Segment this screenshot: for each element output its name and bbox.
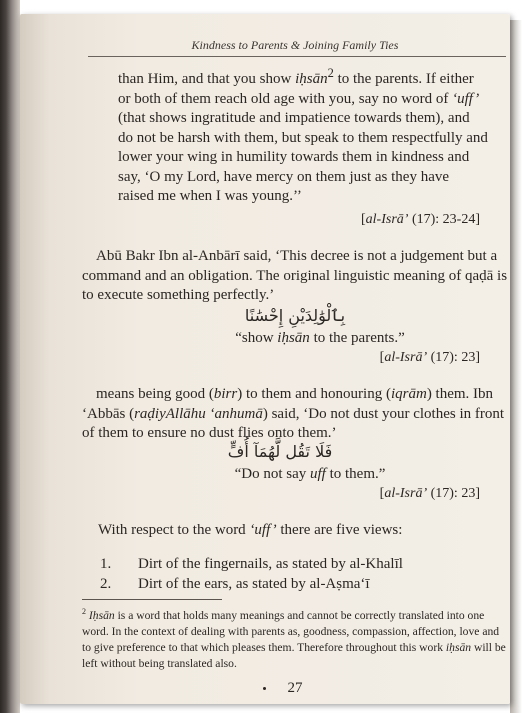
caption-text: “Do not say — [234, 466, 310, 482]
ihsan-term: iḥsān — [445, 640, 472, 654]
quote-text: than Him, and that you show — [118, 71, 296, 87]
footnote — [82, 604, 510, 672]
quranic-quote — [118, 64, 488, 207]
page-shadow — [510, 20, 522, 713]
page-number: 27 — [287, 680, 303, 696]
verse-number: (17): 23-24] — [408, 212, 480, 227]
quote-text: to the parents. If either or both of them reach old age with you, say no word of — [118, 71, 474, 107]
surah-name: al-Isrā’ — [384, 350, 428, 365]
arabic-verse: بِٱلْوَٰلِدَيْنِ إِحْسَٰنًا — [244, 306, 346, 325]
views-list — [100, 554, 403, 594]
paragraph — [82, 385, 510, 444]
header-rule — [88, 56, 506, 57]
footnote-rule — [82, 599, 222, 600]
paragraph-text: With respect to the word — [98, 522, 250, 538]
birr-term: birr — [213, 386, 238, 402]
caption-text: to them.” — [325, 466, 386, 482]
paragraph-text: there are five views: — [276, 522, 403, 538]
book-page — [20, 14, 510, 704]
arabic-verse: فَلَا تَقُل لَّهُمَآ أُفٍّ — [227, 442, 333, 461]
verse-number: (17): 23] — [427, 486, 480, 501]
verse-reference: [al-Isrā’ (17): 23-24] — [361, 212, 480, 227]
surah-name: al-Isrā’ — [384, 486, 428, 501]
footnote-number: 2 — [82, 607, 86, 616]
list-number: 1. — [100, 556, 112, 572]
paragraph-text: ) to them and honouring ( — [237, 386, 391, 402]
paragraph-text: ) said, ‘Do not dust your clothes in front of them to ensure no dust flies onto them.’ — [82, 405, 505, 441]
list-item — [100, 554, 403, 574]
facing-page-edge — [0, 0, 20, 713]
paragraph-text: ) them. Ibn ‘Abbās ( — [82, 386, 494, 422]
surah-name: al-Isrā’ — [365, 212, 409, 227]
uff-term: ‘uff’ — [452, 90, 480, 107]
verse-translation — [160, 330, 480, 347]
verse-reference: [al-Isrā’ (17): 23] — [379, 486, 480, 501]
list-item — [100, 574, 403, 594]
paragraph — [98, 522, 498, 539]
verse-number: (17): 23] — [427, 350, 480, 365]
ihsan-term: iḥsān — [277, 330, 310, 346]
verse-reference: [al-Isrā’ (17): 23] — [379, 350, 480, 365]
footnote-text: is a word that holds many meanings and cannot be correctly translated into one word. In the context of dealing with parents as, goodness, compassion, affection, love and to give preference to that which pleases them. Therefore throughout this work — [82, 608, 500, 654]
paragraph-text: means being good ( — [96, 386, 214, 402]
footnote-marker[interactable]: 2 — [327, 66, 334, 80]
ihsan-term: Iḥsān — [88, 608, 115, 622]
caption-text: to the parents.” — [309, 330, 405, 346]
quote-text: (that shows ingratitude and impatience towards them), and do not be harsh with them, but speak to them respectfully and lower your wing in humility towards them in kindness and say, ‘O my Lord, have mercy on them just as they have raised me when I was young.’’ — [118, 110, 488, 204]
honorific: raḍiyAllāhu ‘anhumā — [134, 405, 263, 422]
list-number: 2. — [100, 576, 112, 592]
list-text: Dirt of the ears, as stated by al-Aṣma‘ī — [138, 576, 370, 592]
ihsan-term: iḥsān — [295, 71, 328, 87]
list-text: Dirt of the fingernails, as stated by al-Khalīl — [138, 556, 403, 572]
footnote-text: will be left without being translated also. — [82, 640, 506, 670]
verse-translation — [160, 466, 460, 483]
ikram-term: iqrām — [390, 386, 427, 402]
uff-term: ‘uff’ — [249, 522, 277, 538]
uff-term: uff — [309, 466, 326, 482]
running-header: Kindness to Parents & Joining Family Ties — [191, 38, 399, 52]
paragraph: Abū Bakr Ibn al-Anbārī said, ‘This decree is not a judgement but a command and an obligation. The original linguistic meaning of qaḍā is to execute something perfectly.’ — [82, 248, 508, 303]
caption-text: “show — [235, 330, 278, 346]
